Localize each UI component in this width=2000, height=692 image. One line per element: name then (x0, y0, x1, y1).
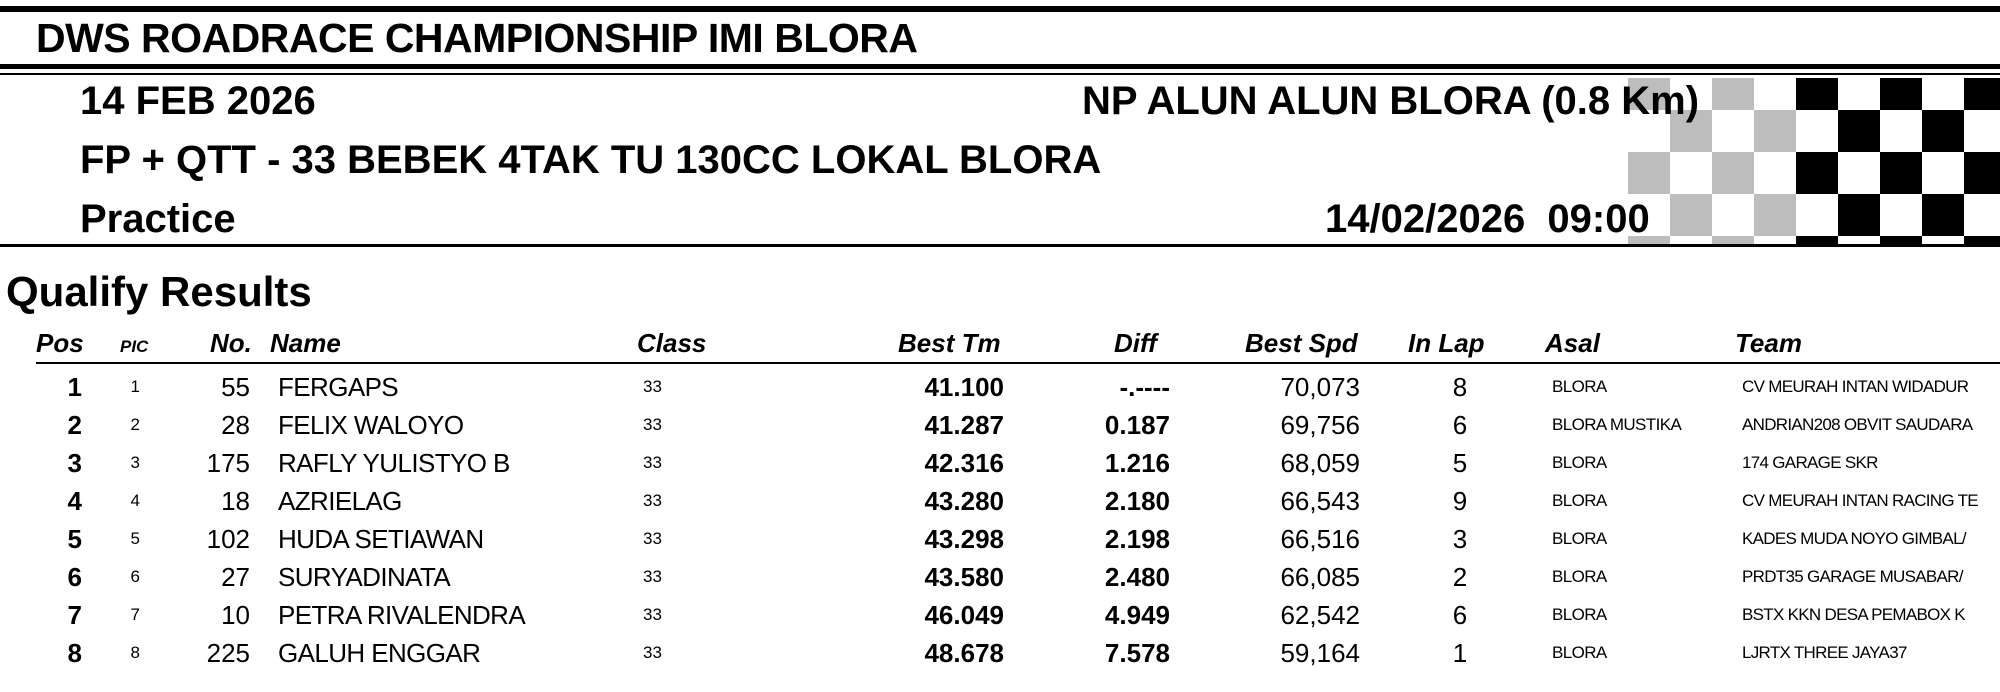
cell-class: 33 (643, 491, 662, 510)
cell-best-tm: 43.280 (924, 486, 1004, 516)
cell-best-spd: 62,542 (1280, 600, 1360, 630)
table-header-rule (36, 362, 2000, 364)
flag-square (1838, 110, 1880, 152)
cell-no: 175 (206, 448, 250, 478)
table-row (0, 482, 2000, 520)
cell-class: 33 (643, 529, 662, 548)
cell-team: BSTX KKN DESA PEMABOX K (1742, 605, 1965, 624)
cell-diff: 1.216 (1104, 448, 1170, 478)
cell-best-tm: 43.298 (924, 524, 1004, 554)
cell-pos: 7 (67, 600, 82, 630)
cell-diff: 2.180 (1104, 486, 1170, 516)
session-name: Practice (80, 197, 236, 241)
cell-no: 28 (221, 410, 250, 440)
cell-pic: 6 (130, 567, 140, 586)
col-header-asal: Asal (1545, 328, 1600, 358)
col-header-pic: PIC (120, 337, 149, 356)
cell-asal: BLORA (1552, 605, 1607, 624)
flag-square (1922, 194, 1964, 236)
cell-name: PETRA RIVALENDRA (278, 600, 526, 630)
cell-asal: BLORA MUSTIKA (1552, 415, 1682, 434)
cell-pic: 3 (130, 453, 140, 472)
cell-pic: 5 (130, 529, 140, 548)
cell-pos: 8 (67, 638, 82, 668)
flag-square (1796, 78, 1838, 110)
cell-diff: 2.480 (1104, 562, 1170, 592)
cell-team: CV MEURAH INTAN RACING TE (1742, 491, 1978, 510)
cell-no: 102 (206, 524, 250, 554)
cell-no: 27 (221, 562, 250, 592)
cell-best-tm: 46.049 (924, 600, 1004, 630)
cell-pos: 6 (67, 562, 82, 592)
cell-in-lap: 6 (1452, 410, 1468, 440)
cell-name: FERGAPS (278, 372, 399, 402)
cell-in-lap: 6 (1452, 600, 1468, 630)
title-bottom-rule (0, 64, 2000, 69)
col-header-team: Team (1735, 328, 1802, 358)
table-row (0, 368, 2000, 406)
cell-pic: 1 (130, 377, 140, 396)
race-name: FP + QTT - 33 BEBEK 4TAK TU 130CC LOKAL BLORA (80, 138, 1102, 182)
cell-class: 33 (643, 453, 662, 472)
flag-square (1838, 194, 1880, 236)
cell-name: HUDA SETIAWAN (278, 524, 484, 554)
event-venue: NP ALUN ALUN BLORA (0.8 Km) (1082, 79, 1700, 123)
cell-team: ANDRIAN208 OBVIT SAUDARA (1742, 415, 1973, 434)
flag-square (1754, 110, 1796, 152)
flag-square (1670, 194, 1712, 236)
cell-pos: 1 (67, 372, 82, 402)
cell-diff: 0.187 (1104, 410, 1170, 440)
col-header-best-spd: Best Spd (1245, 328, 1358, 358)
col-header-name: Name (270, 328, 341, 358)
cell-in-lap: 9 (1452, 486, 1468, 516)
cell-asal: BLORA (1552, 377, 1607, 396)
cell-name: RAFLY YULISTYO B (278, 448, 510, 478)
cell-name: GALUH ENGGAR (278, 638, 481, 668)
cell-in-lap: 1 (1452, 638, 1468, 668)
cell-team: KADES MUDA NOYO GIMBAL/ (1742, 529, 1966, 548)
flag-square (1922, 110, 1964, 152)
cell-asal: BLORA (1552, 643, 1607, 662)
cell-team: LJRTX THREE JAYA37 (1742, 643, 1907, 662)
cell-best-tm: 41.100 (924, 372, 1004, 402)
cell-best-spd: 59,164 (1280, 638, 1360, 668)
event-title: DWS ROADRACE CHAMPIONSHIP IMI BLORA (36, 15, 918, 61)
title-bottom-rule-thin (0, 73, 2000, 75)
event-date: 14 FEB 2026 (80, 79, 316, 123)
col-header-class: Class (637, 328, 707, 358)
flag-square (1712, 78, 1754, 110)
cell-no: 225 (206, 638, 250, 668)
cell-team: 174 GARAGE SKR (1742, 453, 1878, 472)
cell-pic: 8 (130, 643, 140, 662)
col-header-no: No. (210, 328, 252, 358)
flag-square (1964, 152, 2000, 194)
cell-diff: 2.198 (1104, 524, 1170, 554)
cell-no: 55 (221, 372, 250, 402)
cell-in-lap: 3 (1452, 524, 1468, 554)
cell-best-tm: 48.678 (924, 638, 1004, 668)
cell-in-lap: 8 (1452, 372, 1468, 402)
cell-no: 10 (221, 600, 250, 630)
cell-pos: 4 (67, 486, 82, 516)
flag-square (1880, 78, 1922, 110)
cell-no: 18 (221, 486, 250, 516)
flag-square (1796, 152, 1838, 194)
cell-diff: -.---- (1119, 372, 1170, 402)
table-row (0, 520, 2000, 558)
cell-best-tm: 42.316 (924, 448, 1004, 478)
flag-square (1880, 152, 1922, 194)
cell-name: AZRIELAG (278, 486, 402, 516)
cell-pos: 3 (67, 448, 82, 478)
section-title: Qualify Results (6, 268, 312, 315)
cell-asal: BLORA (1552, 567, 1607, 586)
cell-in-lap: 5 (1452, 448, 1468, 478)
cell-class: 33 (643, 605, 662, 624)
cell-best-tm: 41.287 (924, 410, 1004, 440)
flag-square (1754, 194, 1796, 236)
cell-pic: 2 (130, 415, 140, 434)
col-header-diff: Diff (1114, 328, 1157, 358)
cell-in-lap: 2 (1452, 562, 1468, 592)
col-header-in-lap: In Lap (1408, 328, 1485, 358)
cell-class: 33 (643, 377, 662, 396)
cell-pic: 4 (130, 491, 140, 510)
cell-pos: 5 (67, 524, 82, 554)
cell-asal: BLORA (1552, 491, 1607, 510)
cell-name: SURYADINATA (278, 562, 451, 592)
cell-team: PRDT35 GARAGE MUSABAR/ (1742, 567, 1963, 586)
flag-square (1712, 152, 1754, 194)
cell-best-spd: 69,756 (1280, 410, 1360, 440)
cell-best-spd: 66,516 (1280, 524, 1360, 554)
cell-best-tm: 43.580 (924, 562, 1004, 592)
table-row (0, 406, 2000, 444)
header-bottom-rule (0, 244, 2000, 247)
flag-square (1964, 78, 2000, 110)
table-row (0, 558, 2000, 596)
cell-pos: 2 (67, 410, 82, 440)
cell-best-spd: 66,543 (1280, 486, 1360, 516)
cell-best-spd: 66,085 (1280, 562, 1360, 592)
session-datetime: 14/02/2026 09:00 (1325, 197, 1650, 241)
table-row (0, 634, 2000, 672)
cell-asal: BLORA (1552, 453, 1607, 472)
cell-diff: 4.949 (1104, 600, 1170, 630)
table-row (0, 444, 2000, 482)
cell-name: FELIX WALOYO (278, 410, 464, 440)
cell-best-spd: 70,073 (1280, 372, 1360, 402)
cell-asal: BLORA (1552, 529, 1607, 548)
col-header-best-tm: Best Tm (898, 328, 1001, 358)
cell-pic: 7 (130, 605, 140, 624)
flag-square (1628, 152, 1670, 194)
col-header-pos: Pos (36, 328, 84, 358)
cell-class: 33 (643, 415, 662, 434)
cell-best-spd: 68,059 (1280, 448, 1360, 478)
cell-class: 33 (643, 567, 662, 586)
cell-diff: 7.578 (1104, 638, 1170, 668)
table-row (0, 596, 2000, 634)
cell-class: 33 (643, 643, 662, 662)
cell-team: CV MEURAH INTAN WIDADUR (1742, 377, 1969, 396)
